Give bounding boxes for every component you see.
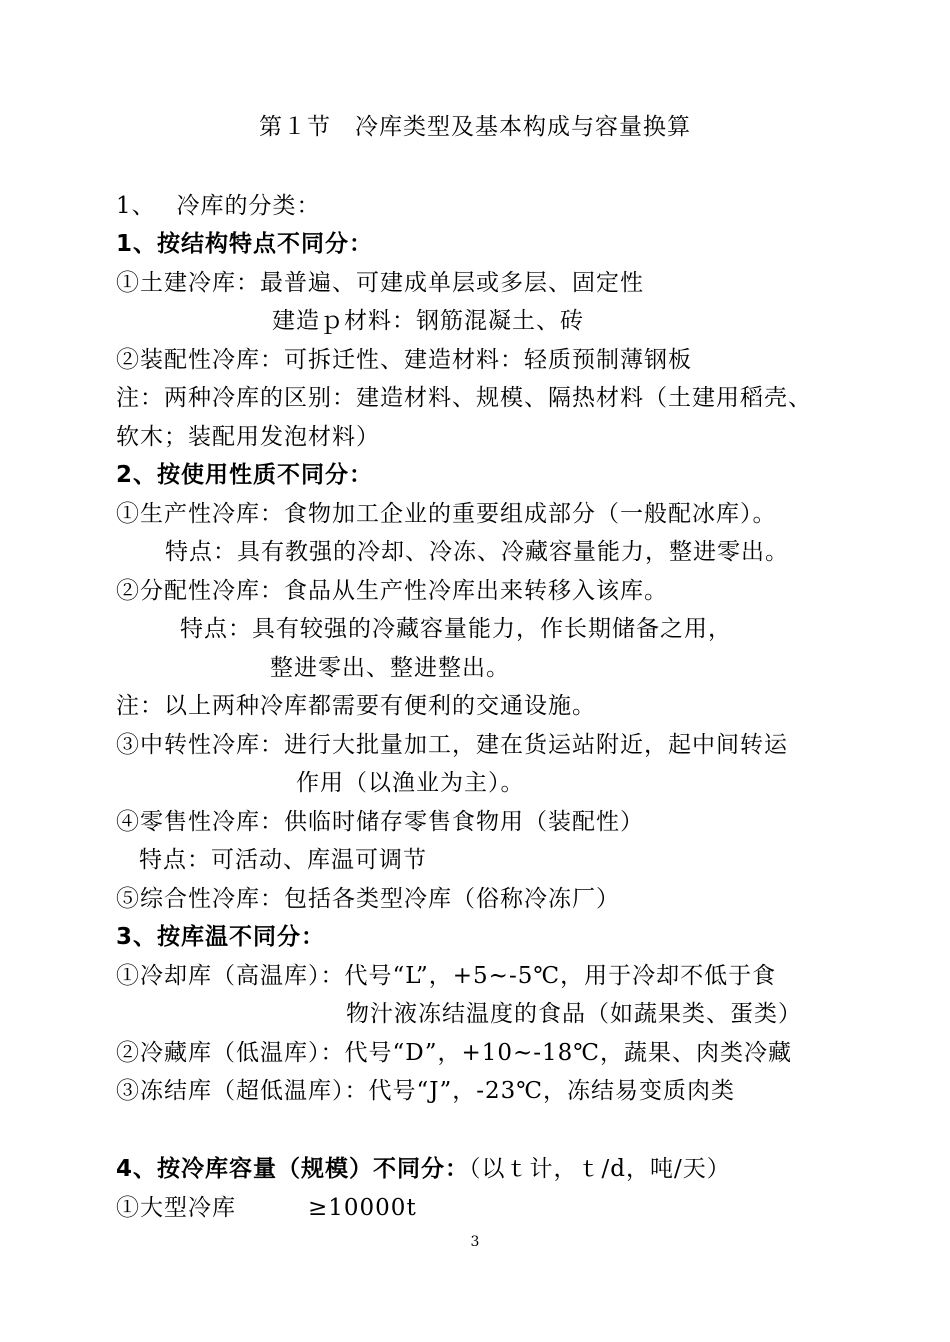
section-title: 第１节 冷库类型及基本构成与容量换算 bbox=[259, 114, 691, 140]
item-transit-cont: 作用（以渔业为主）。 bbox=[296, 770, 525, 796]
heading-by-usage: 2、按使用性质不同分： bbox=[116, 462, 374, 488]
note-difference: 注：两种冷库的区别：建造材料、规模、隔热材料（土建用稻壳、 bbox=[116, 385, 812, 411]
item-large-cold-storage: ①大型冷库 ≥10000t bbox=[116, 1195, 417, 1221]
item-retail-feature: 特点：可活动、库温可调节 bbox=[139, 847, 427, 873]
item-production-feature: 特点：具有教强的冷却、冷冻、冷藏容量能力，整进零出。 bbox=[165, 539, 789, 565]
heading-by-capacity: 4、按冷库容量（规模）不同分： bbox=[116, 1156, 470, 1182]
item-distribution-cold-storage: ②分配性冷库：食品从生产性冷库出来转移入该库。 bbox=[116, 578, 668, 604]
heading-by-temperature: 3、按库温不同分： bbox=[116, 924, 326, 950]
item-retail-cold-storage: ④零售性冷库：供临时储存零售食物用（装配性） bbox=[116, 809, 644, 835]
item-civil-cold-storage: ①土建冷库：最普遍、可建成单层或多层、固定性 bbox=[116, 270, 644, 296]
item-distribution-feature: 特点：具有较强的冷藏容量能力，作长期储备之用， bbox=[180, 616, 732, 642]
item-production-cold-storage: ①生产性冷库：食物加工企业的重要组成部分（一般配冰库）。 bbox=[116, 501, 777, 527]
capacity-heading-line bbox=[116, 1153, 731, 1185]
item-refrigerated-storage: ②冷藏库（低温库）：代号“D”，+10~-18℃，蔬果、肉类冷藏 bbox=[116, 1040, 793, 1066]
classification-heading: 1、 冷库的分类： bbox=[116, 193, 321, 219]
item-assembled-cold-storage: ②装配性冷库：可拆迁性、建造材料：轻质预制薄钢板 bbox=[116, 347, 692, 373]
item-freezing-storage: ③冻结库（超低温库）：代号“J”，-23℃，冻结易变质肉类 bbox=[116, 1078, 736, 1104]
item-distribution-feature-cont: 整进零出、整进整出。 bbox=[270, 655, 510, 681]
heading-by-structure: 1、按结构特点不同分： bbox=[116, 231, 374, 257]
item-civil-materials: 建造ｐ材料：钢筋混凝土、砖 bbox=[272, 308, 584, 334]
item-comprehensive-cold-storage: ⑤综合性冷库：包括各类型冷库（俗称冷冻厂） bbox=[116, 886, 620, 912]
capacity-unit-note: （以ｔ计，ｔ/d，吨/天） bbox=[469, 1156, 731, 1182]
item-cooling-storage-cont: 物汁液冻结温度的食品（如蔬果类、蛋类） bbox=[346, 1001, 802, 1027]
item-cooling-storage: ①冷却库（高温库）：代号“L”，+5~-5℃，用于冷却不低于食 bbox=[116, 963, 777, 989]
item-transit-cold-storage: ③中转性冷库：进行大批量加工，建在货运站附近，起中间转运 bbox=[116, 732, 788, 758]
note-difference-cont: 软木；装配用发泡材料） bbox=[116, 424, 380, 450]
note-transport: 注：以上两种冷库都需要有便利的交通设施。 bbox=[116, 693, 596, 719]
page-number: 3 bbox=[470, 1234, 480, 1250]
